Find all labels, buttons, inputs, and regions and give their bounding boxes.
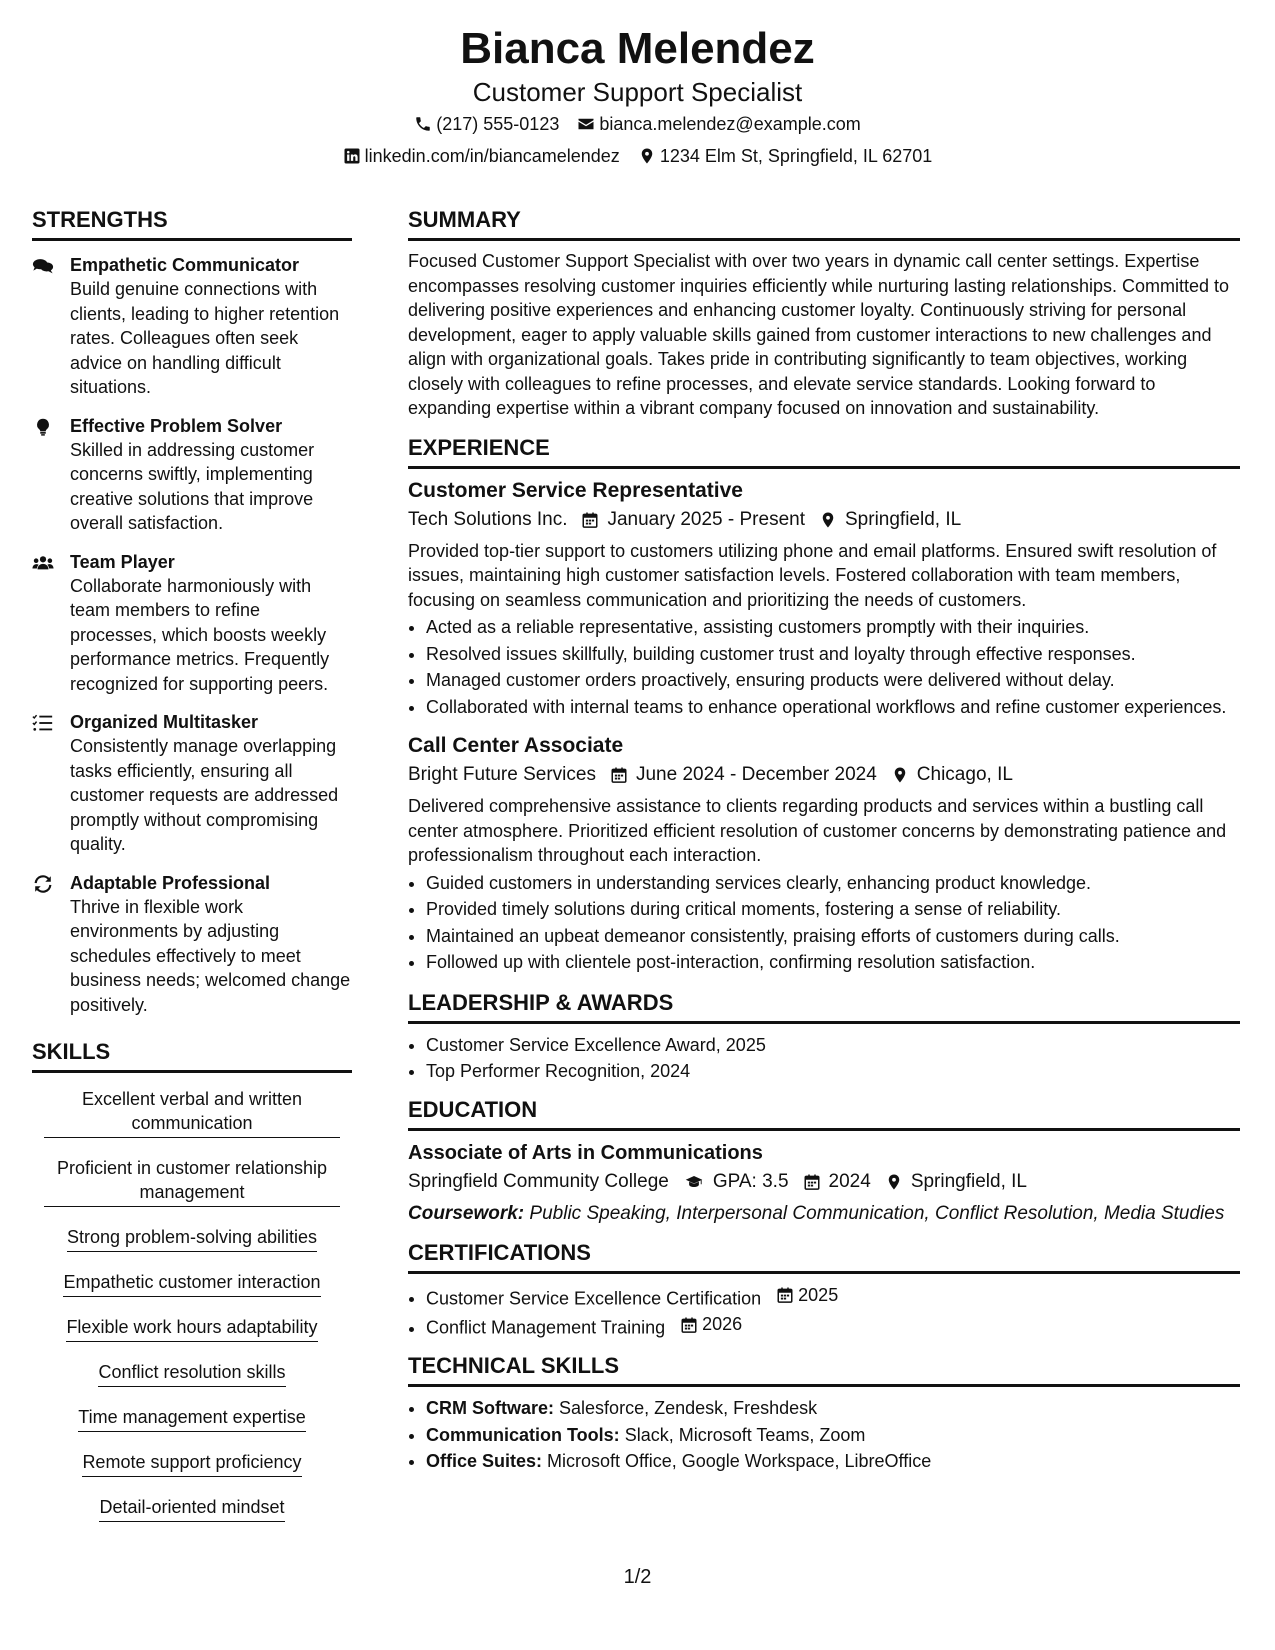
job-dates: June 2024 - December 2024	[635, 764, 877, 785]
certification-year: 2025	[798, 1284, 839, 1305]
certification-item	[426, 1282, 1240, 1312]
strength-item	[32, 414, 352, 536]
technical-skill-value: Salesforce, Zendesk, Freshdesk	[559, 1398, 818, 1418]
strength-title: Adaptable Professional	[70, 872, 271, 893]
strength-title: Team Player	[70, 551, 175, 572]
strength-desc: Skilled in addressing customer concerns swiftly, implementing creative solutions that improve overall satisfaction.	[70, 439, 315, 533]
right-column	[408, 205, 1240, 1481]
job-meta	[408, 760, 1240, 790]
list-check-icon	[32, 713, 54, 733]
resume-header	[0, 22, 1275, 172]
strength-title: Empathetic Communicator	[70, 255, 300, 275]
job-title: Call Center Associate	[408, 734, 624, 757]
job-title: Customer Service Representative	[408, 478, 743, 502]
technical-skill-label: Communication Tools:	[426, 1424, 620, 1445]
certifications-section	[408, 1238, 1240, 1342]
education-meta	[408, 1167, 1240, 1197]
certification-year-group	[776, 1282, 838, 1309]
map-marker-icon	[891, 766, 909, 784]
skill-item: Time management expertise	[78, 1405, 305, 1432]
job-bullet: • Acted as a reliable representative, assisting customers promptly with their inquiries.	[426, 614, 1240, 641]
candidate-name: Bianca Melendez	[460, 24, 815, 73]
graduation-cap-icon	[683, 1173, 705, 1191]
job-description: Delivered comprehensive assistance to clients regarding products and services within a bustling call center atmosphere. Prioritized efficient resolution of customer concerns by demonstrating patience and professionalism throughout each interaction.	[408, 796, 1227, 865]
experience-heading: EXPERIENCE	[408, 433, 1240, 469]
skills-heading: SKILLS	[32, 1037, 352, 1073]
map-marker-icon	[819, 511, 837, 529]
skill-item: Strong problem-solving abilities	[67, 1225, 317, 1252]
summary-text: Focused Customer Support Specialist with over two years in dynamic call center settings. Expertise encompasses resolving customer inquiries efficiently while nurturing lasting relationships. Committed to delivering positive experiences and enhancing customer loyalty. Continuously striving for personal development, eager to apply valuable skills gained from customer interactions to new challenges and align with organizational goals. Takes pride in contributing significantly to team objectives, working closely with colleagues to refine processes, and elevate service standards. Looking forward to expanding expertise within a vibrant company focused on innovation and sustainability.	[408, 251, 1230, 418]
strength-item	[32, 253, 352, 400]
awards-section	[408, 988, 1240, 1085]
certifications-heading: CERTIFICATIONS	[408, 1238, 1240, 1274]
lightbulb-icon	[32, 417, 54, 437]
candidate-title: Customer Support Specialist	[472, 77, 803, 107]
map-marker-icon	[638, 147, 656, 165]
strength-title: Organized Multitasker	[70, 712, 259, 732]
skill-item: Detail-oriented mindset	[99, 1495, 284, 1522]
education-heading: EDUCATION	[408, 1095, 1240, 1131]
phone-text: (217) 555-0123	[436, 114, 560, 134]
strengths-list	[32, 253, 352, 1017]
strength-item	[32, 871, 352, 1018]
job-bullets	[408, 614, 1240, 720]
strength-desc: Build genuine connections with clients, leading to higher retention rates. Colleagues often seek advice on handling difficult situations.	[70, 279, 340, 397]
certification-name: Customer Service Excellence Certification	[426, 1287, 762, 1308]
certification-name: Conflict Management Training	[426, 1317, 666, 1338]
strength-title: Effective Problem Solver	[70, 415, 283, 436]
technical-skill-label: Office Suites:	[426, 1451, 543, 1471]
school-name: Springfield Community College	[408, 1170, 669, 1192]
linkedin-contact[interactable]	[343, 140, 620, 172]
job-dates: January 2025 - Present	[607, 508, 805, 530]
degree-title: Associate of Arts in Communications	[408, 1141, 763, 1164]
strengths-heading: STRENGTHS	[32, 205, 352, 241]
technical-skill-item	[426, 1422, 1240, 1449]
job-bullet: • Resolved issues skillfully, building customer trust and loyalty through effective responses.	[426, 641, 1240, 668]
strength-desc: Consistently manage overlapping tasks efficiently, ensuring all customer requests are addressed promptly without compromising quality.	[70, 736, 339, 854]
education-year: 2024	[828, 1170, 871, 1192]
coursework-text: Public Speaking, Interpersonal Communication, Conflict Resolution, Media Studies	[529, 1202, 1225, 1224]
phone-icon	[414, 115, 432, 133]
job-bullet: • Provided timely solutions during critical moments, fostering a sense of reliability.	[426, 896, 1240, 923]
phone-contact[interactable]	[414, 108, 559, 140]
experience-section	[408, 433, 1240, 976]
technical-skill-item	[426, 1395, 1240, 1422]
technical-skill-value: Slack, Microsoft Teams, Zoom	[624, 1424, 866, 1445]
job-bullet: • Collaborated with internal teams to enhance operational workflows and refine customer experiences.	[426, 694, 1240, 721]
coursework	[408, 1201, 1240, 1226]
strength-desc: Collaborate harmoniously with team members to refine processes, which boosts weekly performance metrics. Frequently recognized for supporting peers.	[70, 575, 330, 694]
address-contact	[638, 140, 933, 172]
job-bullet: • Followed up with clientele post-interaction, confirming resolution satisfaction.	[426, 949, 1240, 976]
education-section	[408, 1095, 1240, 1226]
strength-item	[32, 710, 352, 857]
job-location: Springfield, IL	[845, 508, 962, 530]
envelope-icon	[577, 115, 595, 133]
calendar-icon	[610, 766, 628, 784]
comments-icon	[32, 256, 54, 276]
job-entry	[408, 732, 1240, 976]
technical-skills-section	[408, 1351, 1240, 1475]
award-item: • Customer Service Excellence Award, 2025	[426, 1032, 1240, 1059]
coursework-label: Coursework:	[408, 1202, 525, 1224]
job-location: Chicago, IL	[916, 764, 1013, 785]
skills-list	[32, 1087, 352, 1522]
strength-desc: Thrive in flexible work environments by adjusting schedules effectively to meet business needs; welcomed change positively.	[70, 896, 351, 1015]
summary-heading: SUMMARY	[408, 205, 1240, 241]
technical-skills-list	[408, 1395, 1240, 1475]
gpa-text: GPA: 3.5	[712, 1170, 789, 1192]
linkedin-text: linkedin.com/in/biancamelendez	[364, 146, 620, 166]
calendar-icon	[803, 1173, 821, 1191]
certification-year-group	[680, 1311, 742, 1338]
users-icon	[32, 553, 54, 573]
sync-icon	[32, 874, 54, 894]
job-bullet: • Guided customers in understanding services clearly, enhancing product knowledge.	[426, 870, 1240, 897]
summary-section	[408, 205, 1240, 421]
technical-skill-label: CRM Software:	[426, 1398, 555, 1418]
email-contact[interactable]	[577, 108, 860, 140]
calendar-icon	[581, 511, 599, 529]
certifications-list	[408, 1282, 1240, 1342]
awards-heading: LEADERSHIP & AWARDS	[408, 988, 1240, 1024]
left-column	[32, 205, 352, 1540]
contact-row-1	[0, 108, 1275, 140]
award-item: • Top Performer Recognition, 2024	[426, 1058, 1240, 1085]
education-location: Springfield, IL	[910, 1170, 1027, 1192]
technical-skill-item	[426, 1448, 1240, 1475]
job-bullets	[408, 870, 1240, 976]
address-text: 1234 Elm St, Springfield, IL 62701	[659, 146, 933, 166]
certification-year: 2026	[702, 1314, 743, 1335]
contact-row-2	[0, 140, 1275, 172]
skill-item: Conflict resolution skills	[98, 1360, 285, 1387]
job-company: Tech Solutions Inc.	[408, 508, 568, 530]
job-bullet: • Managed customer orders proactively, ensuring products were delivered without delay.	[426, 667, 1240, 694]
certification-item	[426, 1311, 1240, 1341]
job-description: Provided top-tier support to customers utilizing phone and email platforms. Ensured swift resolution of issues, maintaining high customer satisfaction levels. Fostered collaboration with team members, focusing on seamless communication and prioritizing the needs of customers.	[408, 540, 1217, 610]
skill-item: Flexible work hours adaptability	[66, 1315, 317, 1342]
calendar-icon	[776, 1286, 794, 1304]
skill-item: Empathetic customer interaction	[63, 1270, 320, 1297]
skill-item: Remote support proficiency	[82, 1450, 301, 1477]
skill-item: Proficient in customer relationship management	[44, 1156, 340, 1207]
skill-item: Excellent verbal and written communication	[44, 1087, 340, 1138]
job-meta	[408, 505, 1240, 535]
job-bullet: • Maintained an upbeat demeanor consistently, praising efforts of customers during calls.	[426, 923, 1240, 950]
technical-skill-value: Microsoft Office, Google Workspace, LibreOffice	[547, 1451, 932, 1471]
strength-item	[32, 550, 352, 697]
job-entry	[408, 477, 1240, 721]
linkedin-icon	[343, 147, 361, 165]
job-company: Bright Future Services	[408, 764, 596, 785]
awards-list	[408, 1032, 1240, 1085]
page-number: 1/2	[623, 1566, 652, 1588]
calendar-icon	[680, 1316, 698, 1334]
map-marker-icon	[885, 1173, 903, 1191]
email-text: bianca.melendez@example.com	[599, 114, 861, 134]
technical-skills-heading: TECHNICAL SKILLS	[408, 1351, 1240, 1387]
